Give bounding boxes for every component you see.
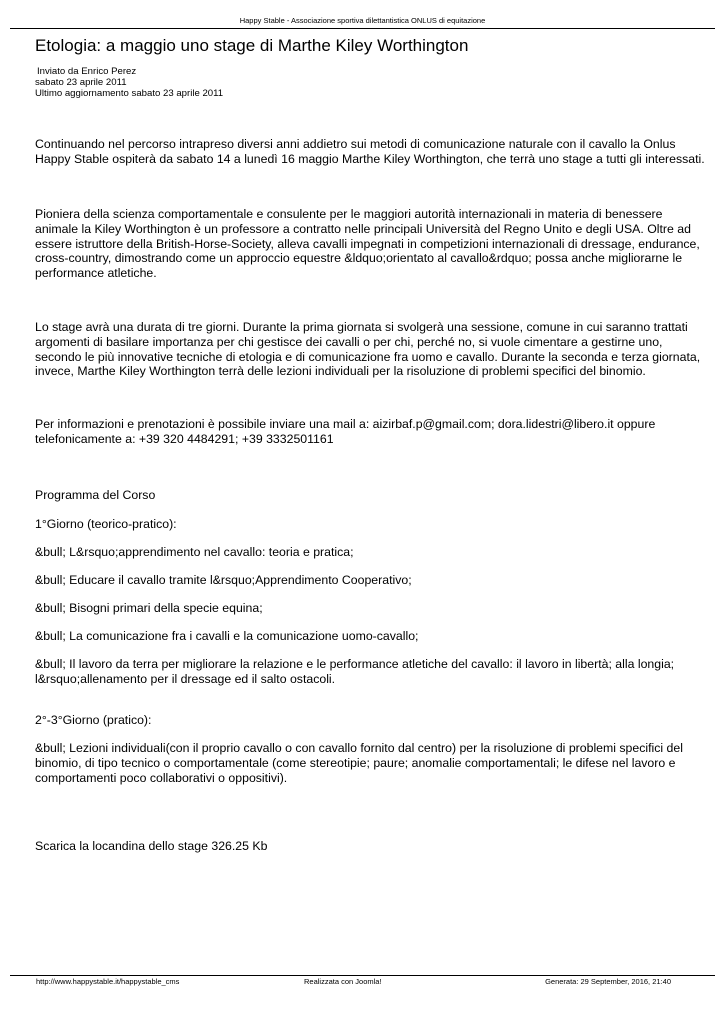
author-line: Inviato da Enrico Perez: [37, 66, 137, 77]
footer-divider: [10, 975, 715, 976]
program-list-item: &bull; Bisogni primari della specie equina;: [35, 601, 263, 615]
footer-powered-by: Realizzata con Joomla!: [304, 977, 382, 986]
article-paragraph-contacts: Per informazioni e prenotazioni è possibile inviare una mail a: aizirbaf.p@gmail.com; dora.lidestri@libero.it oppure telefonicamente a: +39 320 4484291; +39 3332501161: [35, 417, 656, 446]
program-list-item: &bull; La comunicazione fra i cavalli e la comunicazione uomo-cavallo;: [35, 629, 419, 643]
page-header-site-name: Happy Stable - Associazione sportiva dilettantistica ONLUS di equitazione: [239, 16, 486, 25]
program-day23-heading: 2°-3°Giorno (pratico):: [35, 713, 152, 727]
footer-url[interactable]: http://www.happystable.it/happystable_cms: [36, 977, 180, 986]
article-title: Etologia: a maggio uno stage di Marthe Kiley Worthington: [35, 36, 469, 55]
article-paragraph-duration: Lo stage avrà una durata di tre giorni. Durante la prima giornata si svolgerà una sessione, comune in cui saranno trattati argomenti di basilare importanza per chi gestisce dei cavalli o per chi, perché no, si vuole cimentare a gestirne uno, secondo le più innovative tecniche di etologia e di comunicazione fra uomo e cavallo. Durante la seconda e terza giornata, invece, Marthe Kiley Worthington terrà delle lezioni individuali per la risoluzione di problemi specifici del binomio.: [35, 320, 701, 379]
download-flyer-link[interactable]: Scarica la locandina dello stage 326.25 Kb: [35, 839, 268, 853]
program-day1-heading: 1°Giorno (teorico-pratico):: [35, 517, 177, 531]
footer-generated-date: Generata: 29 September, 2016, 21:40: [545, 977, 671, 986]
program-list-item: &bull; Lezioni individuali(con il proprio cavallo o con cavallo fornito dal centro) per la risoluzione di problemi specifici del binomio, di tipo tecnico o comportamentale (come stereotipie; paure; anomalie comportamentali; le difese nel lavoro e comportamenti poco collaborativi o oppositivi).: [35, 741, 683, 785]
article-paragraph-bio: Pioniera della scienza comportamentale e consulente per le maggiori autorità internazionali in materia di benessere animale la Kiley Worthington è un professore a contratto nelle principali Università del Regno Unito e degli USA. Oltre ad essere istruttore della British-Horse-Society, alleva cavalli impegnati in competizioni internazionali di dressage, endurance, cross-country, dimostrando come un approccio equestre &ldquo;orientato al cavallo&rdquo; possa anche migliorarne le performance atletiche.: [35, 207, 700, 281]
last-updated: Ultimo aggiornamento sabato 23 aprile 2011: [35, 88, 224, 100]
program-heading: Programma del Corso: [35, 488, 156, 502]
header-divider: [10, 28, 715, 29]
program-list-item: &bull; L&rsquo;apprendimento nel cavallo: teoria e pratica;: [35, 545, 354, 559]
article-meta: [35, 66, 223, 100]
article-paragraph-intro: Continuando nel percorso intrapreso diversi anni addietro sui metodi di comunicazione naturale con il cavallo la Onlus Happy Stable ospiterà da sabato 14 a lunedì 16 maggio Marthe Kiley Worthington, che terrà uno stage a tutti gli interessati.: [35, 137, 705, 166]
publish-date: sabato 23 aprile 2011: [35, 77, 127, 89]
program-list-item: &bull; Educare il cavallo tramite l&rsquo;Apprendimento Cooperativo;: [35, 573, 412, 587]
program-list-item: &bull; Il lavoro da terra per migliorare la relazione e le performance atletiche del cavallo: il lavoro in libertà; alla longia; l&rsquo;allenamento per il dressage ed il salto ostacoli.: [35, 657, 675, 686]
